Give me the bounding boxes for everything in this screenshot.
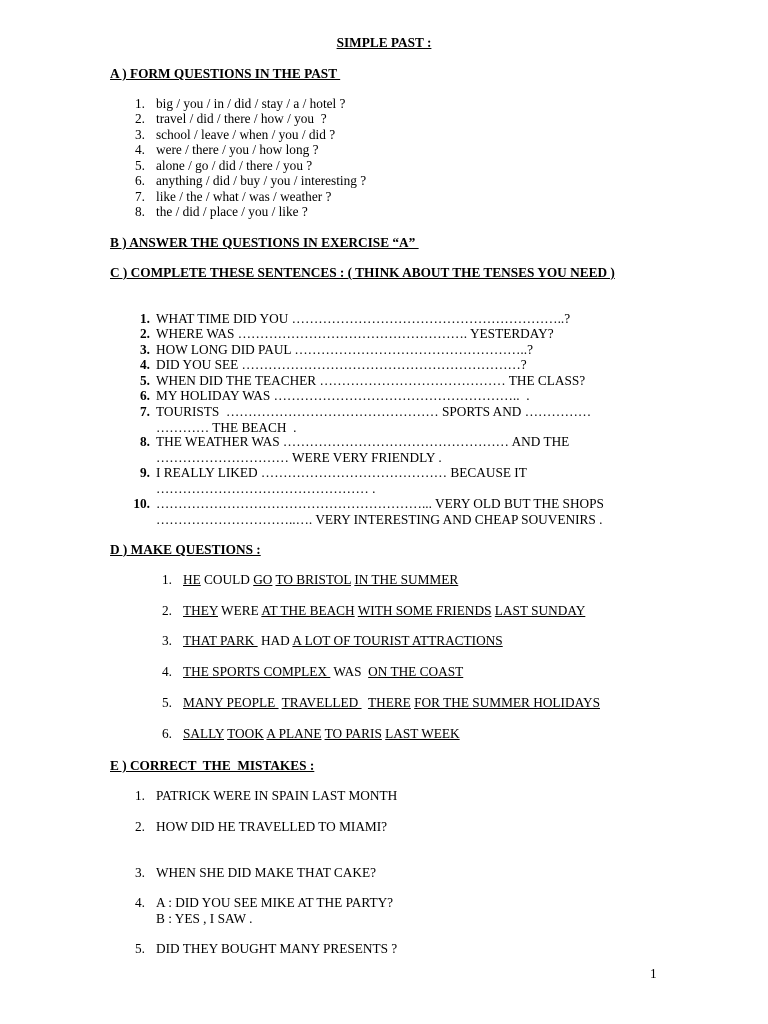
list-item: school / leave / when / you / did ? <box>156 127 336 142</box>
list-item-number: 6. <box>162 726 172 741</box>
list-item-number: 2. <box>135 111 145 126</box>
section-c-heading: C ) COMPLETE THESE SENTENCES : ( THINK ABOUT THE TENSES YOU NEED ) <box>110 265 615 280</box>
sentence-line: ………………………… WERE VERY FRIENDLY . <box>156 449 442 465</box>
sentence-line: HOW LONG DID PAUL ……………………………………………..? <box>156 342 533 357</box>
list-item: alone / go / did / there / you ? <box>156 158 313 173</box>
list-item-number: 2. <box>135 819 145 834</box>
sentence-line: THE WEATHER WAS …………………………………………… AND THE <box>156 434 570 449</box>
underlined-fragment: TO BRISTOL <box>275 572 351 587</box>
underlined-fragment: A PLANE <box>266 726 322 741</box>
list-item-number: 5. <box>140 373 150 388</box>
list-item-number: 5. <box>135 158 145 173</box>
underlined-fragment: WITH SOME FRIENDS <box>357 603 492 618</box>
question-prompt <box>183 726 460 742</box>
sentence-line: DID YOU SEE ………………………………………………………? <box>156 357 527 372</box>
underlined-fragment: AT THE BEACH <box>261 603 355 618</box>
mistake-sentence: DID THEY BOUGHT MANY PRESENTS ? <box>156 941 398 956</box>
underlined-fragment: LAST SUNDAY <box>494 603 586 618</box>
sentence-line: ………… THE BEACH . <box>156 419 297 435</box>
section-d-heading: D ) MAKE QUESTIONS : <box>110 542 261 557</box>
sentence-line: …………………………..…. VERY INTERESTING AND CHEAP SOUVENIRS . <box>156 511 603 527</box>
list-item-number: 5. <box>162 695 172 710</box>
sentence-line: ……………………………………………………... VERY OLD BUT THE SHOPS <box>156 496 604 511</box>
underlined-fragment: THEY <box>183 603 218 618</box>
question-prompt <box>183 633 503 649</box>
list-item-number: 7. <box>140 404 150 419</box>
plain-fragment: HAD <box>257 633 293 648</box>
underlined-fragment: HE <box>183 572 201 587</box>
list-item: like / the / what / was / weather ? <box>156 189 332 204</box>
underlined-fragment: A LOT OF TOURIST ATTRACTIONS <box>292 633 503 648</box>
underlined-fragment: THERE <box>367 695 411 710</box>
list-item-number: 8. <box>135 204 145 219</box>
question-prompt <box>183 603 585 619</box>
list-item-number: 3. <box>135 127 145 142</box>
underlined-fragment: THE SPORTS COMPLEX <box>183 664 331 679</box>
mistake-sentence: WHEN SHE DID MAKE THAT CAKE? <box>156 865 376 880</box>
underlined-fragment: THAT PARK <box>183 633 258 648</box>
list-item-number: 9. <box>140 465 150 480</box>
list-item-number: 3. <box>135 865 145 880</box>
underlined-fragment: MANY PEOPLE <box>183 695 279 710</box>
list-item-number: 6. <box>140 388 150 403</box>
list-item-number: 3. <box>140 342 150 357</box>
list-item-number: 1. <box>135 788 145 803</box>
underlined-fragment: LAST WEEK <box>385 726 460 741</box>
question-prompt <box>183 664 463 680</box>
list-item: travel / did / there / how / you ? <box>156 111 327 126</box>
page-title: SIMPLE PAST : <box>336 35 432 50</box>
sentence-line: WHAT TIME DID YOU ……………………………………………………..? <box>156 311 571 326</box>
list-item-number: 1. <box>135 96 145 111</box>
list-item-number: 4. <box>135 895 145 910</box>
section-e-heading: E ) CORRECT THE MISTAKES : <box>110 758 315 773</box>
list-item: anything / did / buy / you / interesting ? <box>156 173 367 188</box>
underlined-fragment: TO PARIS <box>324 726 382 741</box>
sentence-line: TOURISTS ………………………………………… SPORTS AND …………… <box>156 404 592 419</box>
list-item-number: 4. <box>135 142 145 157</box>
question-prompt <box>183 572 458 588</box>
section-a-heading: A ) FORM QUESTIONS IN THE PAST <box>110 66 341 81</box>
mistake-sentence: A : DID YOU SEE MIKE AT THE PARTY? <box>156 895 394 910</box>
list-item-number: 3. <box>162 633 172 648</box>
sentence-line: I REALLY LIKED …………………………………… BECAUSE IT <box>156 465 527 480</box>
list-item-number: 4. <box>140 357 150 372</box>
underlined-fragment: FOR THE SUMMER HOLIDAYS <box>414 695 600 710</box>
underlined-fragment: ON THE COAST <box>368 664 464 679</box>
section-b-heading: B ) ANSWER THE QUESTIONS IN EXERCISE “A” <box>110 235 419 250</box>
list-item-number: 7. <box>135 189 145 204</box>
plain-fragment: WERE <box>217 603 262 618</box>
mistake-sentence: HOW DID HE TRAVELLED TO MIAMI? <box>156 819 388 834</box>
list-item-number: 1. <box>140 311 150 326</box>
list-item-number: 5. <box>135 941 145 956</box>
underlined-fragment: TRAVELLED <box>281 695 362 710</box>
list-item-number: 4. <box>162 664 172 679</box>
list-item-number: 10. <box>133 496 150 511</box>
underlined-fragment: SALLY <box>183 726 225 741</box>
underlined-fragment: GO <box>253 572 273 587</box>
list-item: were / there / you / how long ? <box>156 142 319 157</box>
mistake-sentence: B : YES , I SAW . <box>156 910 253 926</box>
page-number: 1 <box>650 966 657 981</box>
list-item-number: 2. <box>162 603 172 618</box>
mistake-sentence: PATRICK WERE IN SPAIN LAST MONTH <box>156 788 398 803</box>
plain-fragment: COULD <box>200 572 254 587</box>
sentence-line: WHERE WAS ……………………………………………. YESTERDAY? <box>156 326 554 341</box>
sentence-line: WHEN DID THE TEACHER …………………………………… THE CLASS? <box>156 373 586 388</box>
list-item: the / did / place / you / like ? <box>156 204 308 219</box>
list-item-number: 6. <box>135 173 145 188</box>
underlined-fragment: TOOK <box>227 726 264 741</box>
list-item: big / you / in / did / stay / a / hotel ? <box>156 96 346 111</box>
sentence-line: ………………………………………… . <box>156 480 376 496</box>
list-item-number: 2. <box>140 326 150 341</box>
sentence-line: MY HOLIDAY WAS ……………………………………………….. . <box>156 388 530 403</box>
question-prompt <box>183 695 600 711</box>
list-item-number: 1. <box>162 572 172 587</box>
list-item-number: 8. <box>140 434 150 449</box>
plain-fragment: WAS <box>330 664 369 679</box>
underlined-fragment: IN THE SUMMER <box>354 572 459 587</box>
